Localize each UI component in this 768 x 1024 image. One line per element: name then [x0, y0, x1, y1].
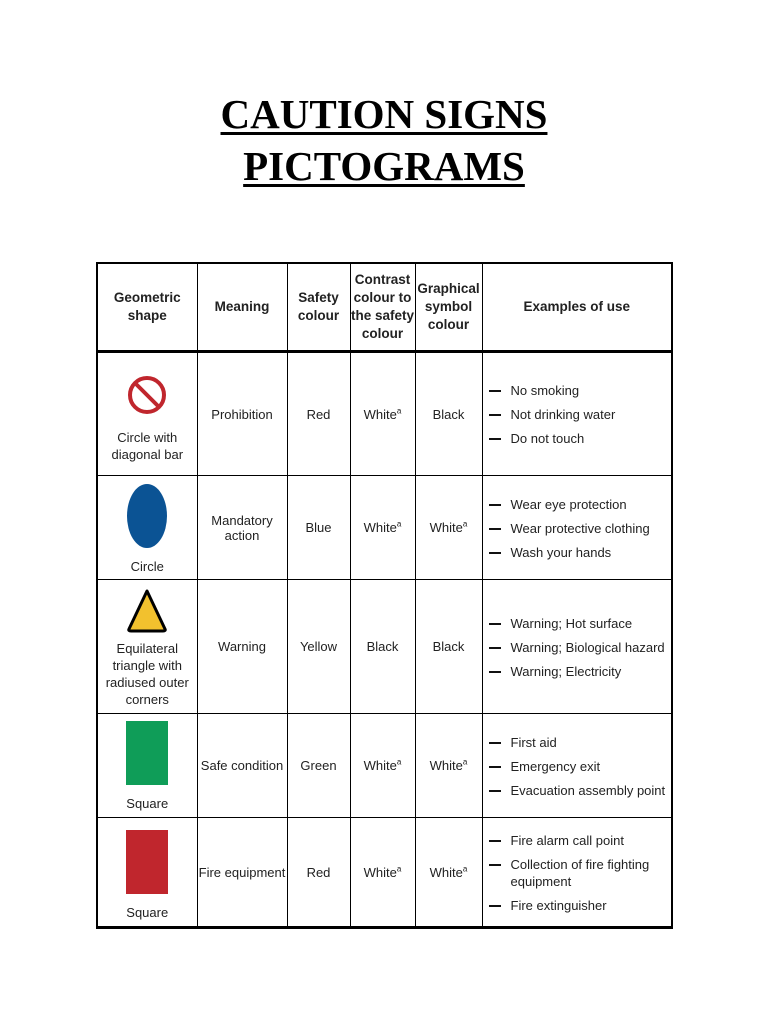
- contrast-colour-text: White: [363, 758, 397, 773]
- contrast-colour-text: White: [363, 520, 397, 535]
- symbol-colour-text: White: [429, 864, 463, 880]
- shape-cell: [97, 818, 197, 928]
- prohibition-circle-icon: [127, 365, 167, 425]
- warning-triangle-icon: [125, 586, 169, 636]
- example-item: Emergency exit: [487, 758, 672, 775]
- blue-circle-icon: [127, 484, 167, 548]
- example-item: Evacuation assembly point: [487, 782, 672, 799]
- footnote-mark: a: [462, 519, 468, 529]
- example-item: No smoking: [487, 382, 672, 399]
- shape-cell: [97, 714, 197, 818]
- table-row: [97, 580, 672, 714]
- example-item: Wear protective clothing: [487, 520, 672, 537]
- examples-cell: [482, 352, 672, 476]
- contrast-colour-text: White: [363, 406, 397, 422]
- symbol-colour-cell: [415, 818, 482, 928]
- shape-label: Equilateral triangle with radiused outer corners: [105, 640, 189, 707]
- contrast-colour-cell: [350, 714, 415, 818]
- contrast-colour-text: White: [363, 864, 397, 880]
- contrast-colour-cell: [350, 352, 415, 476]
- examples-cell: [482, 818, 672, 928]
- contrast-colour-cell: [350, 818, 415, 928]
- table-header-row: [97, 263, 672, 352]
- example-item: First aid: [487, 734, 672, 751]
- symbol-colour-cell: [415, 580, 482, 714]
- symbol-colour-text: White: [429, 520, 463, 535]
- example-item: Fire extinguisher: [487, 897, 672, 914]
- symbol-colour-text: White: [429, 758, 463, 773]
- title-line-2: PICTOGRAMS: [243, 143, 525, 189]
- footnote-mark: a: [396, 406, 402, 416]
- green-square-icon: [126, 721, 168, 785]
- meaning-cell: Warning: [197, 580, 287, 714]
- example-item: Collection of fire fighting equipment: [487, 856, 672, 890]
- symbol-colour-cell: [415, 352, 482, 476]
- symbol-colour-cell: [415, 476, 482, 580]
- safety-colour-cell: Red: [287, 352, 350, 476]
- footnote-mark: a: [396, 519, 402, 529]
- safety-colour-cell: Yellow: [287, 580, 350, 714]
- examples-cell: [482, 714, 672, 818]
- footnote-mark: a: [462, 757, 468, 767]
- safety-colour-cell: Red: [287, 818, 350, 928]
- example-item: Fire alarm call point: [487, 832, 672, 849]
- table-row: [97, 818, 672, 928]
- red-square-icon: [126, 830, 168, 894]
- meaning-cell: Safe condition: [197, 714, 287, 818]
- shape-label: Square: [126, 904, 169, 920]
- header-safety-colour: Safety colour: [287, 263, 350, 352]
- shape-cell: [97, 352, 197, 476]
- footnote-mark: a: [396, 864, 402, 874]
- examples-cell: [482, 580, 672, 714]
- header-contrast-colour: Contrast colour to the safety colour: [350, 263, 415, 352]
- example-item: Not drinking water: [487, 406, 672, 423]
- footnote-mark: a: [396, 757, 402, 767]
- contrast-colour-text: Black: [366, 639, 399, 654]
- example-item: Wash your hands: [487, 544, 672, 561]
- safety-colour-cell: Green: [287, 714, 350, 818]
- contrast-colour-cell: [350, 476, 415, 580]
- contrast-colour-cell: [350, 580, 415, 714]
- meaning-cell: Mandatory action: [197, 476, 287, 580]
- example-item: Warning; Hot surface: [487, 615, 672, 632]
- table-row: [97, 714, 672, 818]
- example-item: Wear eye protection: [487, 496, 672, 513]
- title-line-1: CAUTION SIGNS: [220, 91, 548, 137]
- header-meaning: Meaning: [197, 263, 287, 352]
- symbol-colour-text: Black: [432, 406, 465, 422]
- meaning-cell: Fire equipment: [197, 818, 287, 928]
- shape-cell: [97, 580, 197, 714]
- caution-signs-table: [96, 262, 673, 929]
- table-row: [97, 352, 672, 476]
- examples-cell: [482, 476, 672, 580]
- example-item: Do not touch: [487, 430, 672, 447]
- shape-label: Circle with diagonal bar: [111, 430, 184, 462]
- example-item: Warning; Electricity: [487, 663, 672, 680]
- header-symbol-colour: Graphical symbol colour: [415, 263, 482, 352]
- footnote-mark: a: [462, 864, 468, 874]
- header-examples: Examples of use: [482, 263, 672, 352]
- symbol-colour-text: Black: [432, 639, 465, 654]
- example-item: Warning; Biological hazard: [487, 639, 672, 656]
- symbol-colour-cell: [415, 714, 482, 818]
- meaning-cell: Prohibition: [197, 352, 287, 476]
- shape-label: Square: [126, 796, 169, 811]
- shape-cell: [97, 476, 197, 580]
- shape-label: Circle: [130, 559, 164, 574]
- table-row: [97, 476, 672, 580]
- header-geometric-shape: Geometric shape: [97, 263, 197, 352]
- safety-colour-cell: Blue: [287, 476, 350, 580]
- page-title: [0, 88, 768, 192]
